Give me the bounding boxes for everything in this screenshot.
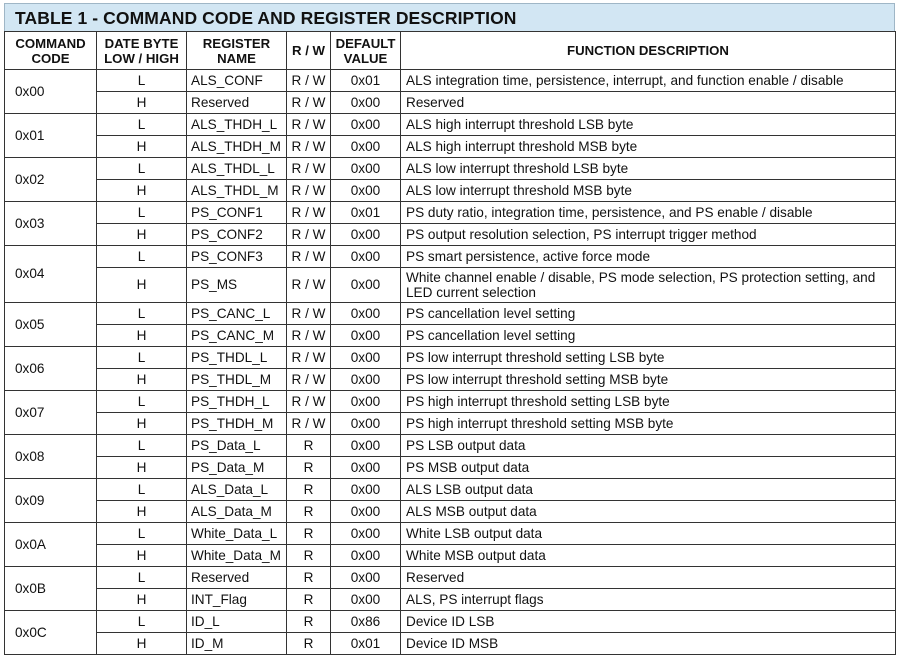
register-name-cell: PS_CANC_L [187, 303, 287, 325]
date-byte-cell: H [97, 268, 187, 303]
function-description-cell: PS LSB output data [401, 435, 896, 457]
default-value-cell: 0x00 [331, 523, 401, 545]
rw-cell: R [287, 457, 331, 479]
default-value-cell: 0x00 [331, 224, 401, 246]
table-row [5, 224, 896, 246]
default-value-cell: 0x00 [331, 303, 401, 325]
table-row [5, 457, 896, 479]
default-value-cell: 0x00 [331, 589, 401, 611]
header-row [5, 32, 896, 70]
date-byte-cell: H [97, 136, 187, 158]
command-code-cell: 0x0A [5, 523, 97, 567]
table-row [5, 391, 896, 413]
date-byte-cell: L [97, 303, 187, 325]
register-name-cell: ALS_THDL_L [187, 158, 287, 180]
table-row [5, 523, 896, 545]
command-code-cell: 0x04 [5, 246, 97, 303]
date-byte-cell: H [97, 224, 187, 246]
rw-cell: R [287, 545, 331, 567]
date-byte-cell: H [97, 92, 187, 114]
date-byte-cell: H [97, 501, 187, 523]
table-title: TABLE 1 - COMMAND CODE AND REGISTER DESCRIPTION [4, 3, 895, 31]
date-byte-cell: L [97, 523, 187, 545]
command-code-cell: 0x0B [5, 567, 97, 611]
register-name-cell: PS_CONF2 [187, 224, 287, 246]
default-value-cell: 0x00 [331, 158, 401, 180]
table-row [5, 136, 896, 158]
table-row [5, 479, 896, 501]
default-value-cell: 0x00 [331, 391, 401, 413]
header-date-byte: DATE BYTE LOW / HIGH [97, 32, 187, 70]
default-value-cell: 0x00 [331, 180, 401, 202]
register-name-cell: Reserved [187, 92, 287, 114]
default-value-cell: 0x00 [331, 545, 401, 567]
register-name-cell: PS_Data_M [187, 457, 287, 479]
function-description-cell: PS MSB output data [401, 457, 896, 479]
register-name-cell: ALS_THDH_M [187, 136, 287, 158]
rw-cell: R / W [287, 303, 331, 325]
table-row [5, 435, 896, 457]
rw-cell: R / W [287, 92, 331, 114]
command-code-cell: 0x05 [5, 303, 97, 347]
date-byte-cell: H [97, 589, 187, 611]
date-byte-cell: L [97, 246, 187, 268]
function-description-cell: PS cancellation level setting [401, 325, 896, 347]
command-code-cell: 0x00 [5, 70, 97, 114]
register-table [4, 31, 896, 655]
date-byte-cell: L [97, 391, 187, 413]
rw-cell: R [287, 479, 331, 501]
register-name-cell: PS_MS [187, 268, 287, 303]
function-description-cell: ALS high interrupt threshold LSB byte [401, 114, 896, 136]
register-name-cell: ALS_Data_M [187, 501, 287, 523]
function-description-cell: PS high interrupt threshold setting LSB byte [401, 391, 896, 413]
default-value-cell: 0x01 [331, 202, 401, 224]
function-description-cell: White MSB output data [401, 545, 896, 567]
rw-cell: R / W [287, 202, 331, 224]
table-row [5, 369, 896, 391]
header-command-code: COMMAND CODE [5, 32, 97, 70]
command-code-cell: 0x01 [5, 114, 97, 158]
default-value-cell: 0x00 [331, 457, 401, 479]
register-name-cell: PS_CONF3 [187, 246, 287, 268]
table-row [5, 633, 896, 655]
function-description-cell: PS output resolution selection, PS interrupt trigger method [401, 224, 896, 246]
rw-cell: R [287, 589, 331, 611]
function-description-cell: ALS, PS interrupt flags [401, 589, 896, 611]
register-name-cell: ALS_CONF [187, 70, 287, 92]
table-row [5, 325, 896, 347]
default-value-cell: 0x00 [331, 325, 401, 347]
register-name-cell: PS_THDH_M [187, 413, 287, 435]
function-description-cell: ALS MSB output data [401, 501, 896, 523]
date-byte-cell: H [97, 545, 187, 567]
function-description-cell: ALS integration time, persistence, interrupt, and function enable / disable [401, 70, 896, 92]
default-value-cell: 0x00 [331, 567, 401, 589]
header-rw: R / W [287, 32, 331, 70]
function-description-cell: White LSB output data [401, 523, 896, 545]
default-value-cell: 0x00 [331, 369, 401, 391]
default-value-cell: 0x00 [331, 246, 401, 268]
header-register-name: REGISTER NAME [187, 32, 287, 70]
table-row [5, 158, 896, 180]
table-row [5, 268, 896, 303]
register-name-cell: ID_M [187, 633, 287, 655]
function-description-cell: Reserved [401, 92, 896, 114]
rw-cell: R [287, 611, 331, 633]
command-code-cell: 0x08 [5, 435, 97, 479]
rw-cell: R / W [287, 180, 331, 202]
table-row [5, 611, 896, 633]
rw-cell: R / W [287, 325, 331, 347]
register-name-cell: PS_THDH_L [187, 391, 287, 413]
date-byte-cell: H [97, 369, 187, 391]
date-byte-cell: H [97, 413, 187, 435]
function-description-cell: White channel enable / disable, PS mode selection, PS protection setting, and LED current selection [401, 268, 896, 303]
table-row [5, 180, 896, 202]
function-description-cell: Device ID MSB [401, 633, 896, 655]
default-value-cell: 0x01 [331, 70, 401, 92]
date-byte-cell: H [97, 457, 187, 479]
table-row [5, 347, 896, 369]
register-name-cell: PS_CONF1 [187, 202, 287, 224]
register-name-cell: White_Data_M [187, 545, 287, 567]
default-value-cell: 0x00 [331, 347, 401, 369]
date-byte-cell: L [97, 479, 187, 501]
function-description-cell: ALS low interrupt threshold LSB byte [401, 158, 896, 180]
function-description-cell: ALS low interrupt threshold MSB byte [401, 180, 896, 202]
register-name-cell: PS_CANC_M [187, 325, 287, 347]
rw-cell: R / W [287, 136, 331, 158]
header-function-description: FUNCTION DESCRIPTION [401, 32, 896, 70]
function-description-cell: PS duty ratio, integration time, persistence, and PS enable / disable [401, 202, 896, 224]
rw-cell: R [287, 633, 331, 655]
table-row [5, 70, 896, 92]
register-name-cell: PS_THDL_M [187, 369, 287, 391]
date-byte-cell: L [97, 202, 187, 224]
default-value-cell: 0x00 [331, 413, 401, 435]
rw-cell: R [287, 435, 331, 457]
default-value-cell: 0x01 [331, 633, 401, 655]
default-value-cell: 0x00 [331, 268, 401, 303]
register-name-cell: ALS_Data_L [187, 479, 287, 501]
register-name-cell: PS_Data_L [187, 435, 287, 457]
table-row [5, 413, 896, 435]
register-table-container [4, 3, 895, 655]
rw-cell: R / W [287, 268, 331, 303]
date-byte-cell: H [97, 633, 187, 655]
table-row [5, 92, 896, 114]
default-value-cell: 0x00 [331, 136, 401, 158]
function-description-cell: ALS high interrupt threshold MSB byte [401, 136, 896, 158]
function-description-cell: PS low interrupt threshold setting MSB byte [401, 369, 896, 391]
header-default-value: DEFAULT VALUE [331, 32, 401, 70]
table-row [5, 545, 896, 567]
rw-cell: R [287, 501, 331, 523]
function-description-cell: PS high interrupt threshold setting MSB byte [401, 413, 896, 435]
table-row [5, 202, 896, 224]
default-value-cell: 0x00 [331, 435, 401, 457]
table-row [5, 114, 896, 136]
default-value-cell: 0x00 [331, 479, 401, 501]
date-byte-cell: L [97, 435, 187, 457]
command-code-cell: 0x07 [5, 391, 97, 435]
date-byte-cell: H [97, 180, 187, 202]
rw-cell: R / W [287, 114, 331, 136]
rw-cell: R / W [287, 158, 331, 180]
register-name-cell: PS_THDL_L [187, 347, 287, 369]
rw-cell: R / W [287, 224, 331, 246]
date-byte-cell: L [97, 347, 187, 369]
function-description-cell: ALS LSB output data [401, 479, 896, 501]
table-row [5, 567, 896, 589]
command-code-cell: 0x06 [5, 347, 97, 391]
table-body [5, 70, 896, 655]
function-description-cell: PS low interrupt threshold setting LSB byte [401, 347, 896, 369]
table-row [5, 589, 896, 611]
date-byte-cell: L [97, 611, 187, 633]
rw-cell: R / W [287, 413, 331, 435]
rw-cell: R [287, 523, 331, 545]
function-description-cell: PS smart persistence, active force mode [401, 246, 896, 268]
table-row [5, 246, 896, 268]
default-value-cell: 0x00 [331, 501, 401, 523]
rw-cell: R / W [287, 369, 331, 391]
table-row [5, 303, 896, 325]
function-description-cell: Device ID LSB [401, 611, 896, 633]
command-code-cell: 0x02 [5, 158, 97, 202]
date-byte-cell: L [97, 158, 187, 180]
function-description-cell: PS cancellation level setting [401, 303, 896, 325]
table-row [5, 501, 896, 523]
command-code-cell: 0x09 [5, 479, 97, 523]
rw-cell: R / W [287, 391, 331, 413]
date-byte-cell: H [97, 325, 187, 347]
function-description-cell: Reserved [401, 567, 896, 589]
default-value-cell: 0x00 [331, 92, 401, 114]
rw-cell: R / W [287, 347, 331, 369]
command-code-cell: 0x0C [5, 611, 97, 655]
default-value-cell: 0x86 [331, 611, 401, 633]
rw-cell: R [287, 567, 331, 589]
rw-cell: R / W [287, 70, 331, 92]
register-name-cell: Reserved [187, 567, 287, 589]
date-byte-cell: L [97, 114, 187, 136]
rw-cell: R / W [287, 246, 331, 268]
date-byte-cell: L [97, 70, 187, 92]
default-value-cell: 0x00 [331, 114, 401, 136]
date-byte-cell: L [97, 567, 187, 589]
register-name-cell: White_Data_L [187, 523, 287, 545]
register-name-cell: ALS_THDH_L [187, 114, 287, 136]
register-name-cell: ID_L [187, 611, 287, 633]
register-name-cell: ALS_THDL_M [187, 180, 287, 202]
register-name-cell: INT_Flag [187, 589, 287, 611]
command-code-cell: 0x03 [5, 202, 97, 246]
